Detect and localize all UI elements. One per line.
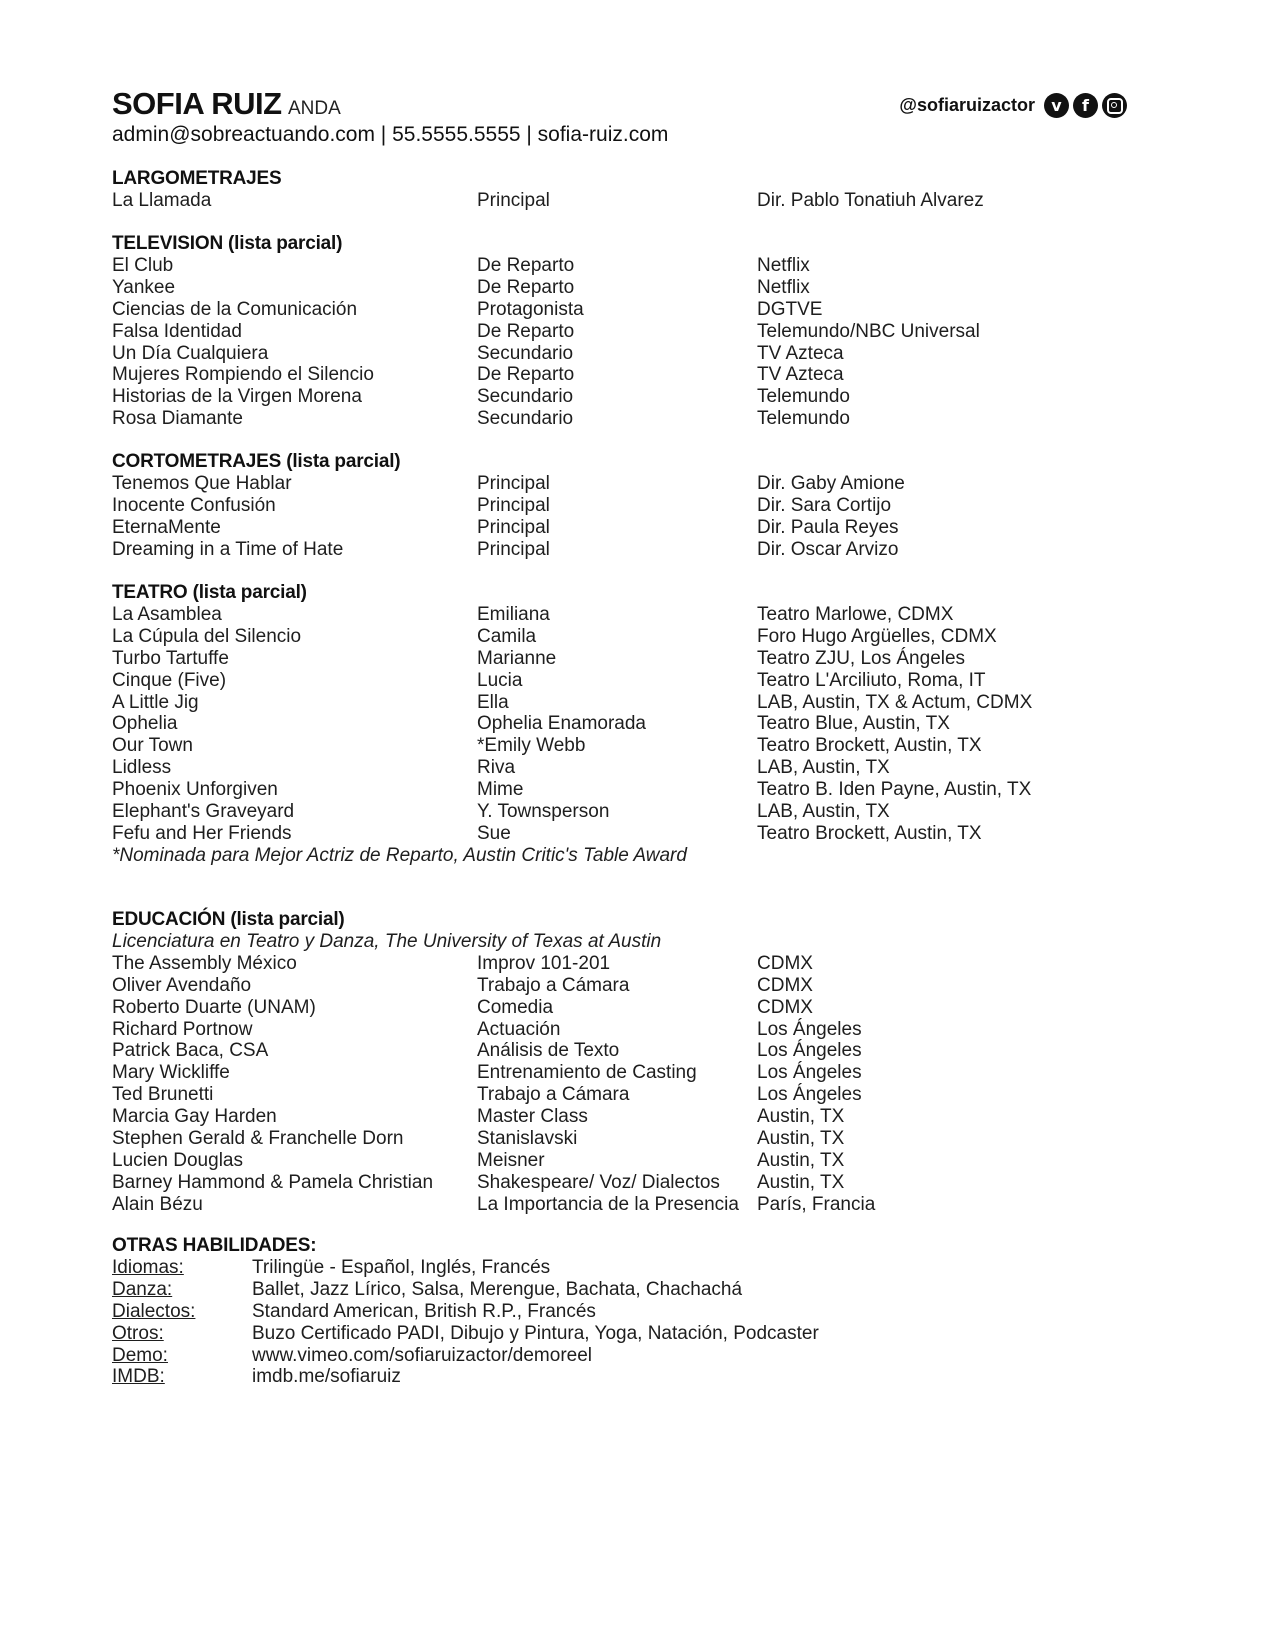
credit-venue: TV Azteca: [757, 342, 844, 364]
contact-line: admin@sobreactuando.com | 55.5555.5555 | sofia-ruiz.com: [112, 123, 669, 146]
table-row: [112, 713, 1112, 735]
skill-value: Standard American, British R.P., Francés: [252, 1300, 596, 1322]
credit-venue: Los Ángeles: [757, 1062, 862, 1084]
credit-venue: Austin, TX: [757, 1171, 845, 1193]
credit-role: Protagonista: [477, 298, 584, 320]
credit-role: Principal: [477, 538, 550, 560]
credit-role: Y. Townsperson: [477, 801, 610, 823]
credit-title: Mujeres Rompiendo el Silencio: [112, 364, 374, 386]
table-row: [112, 997, 1112, 1019]
credit-role: Mime: [477, 779, 524, 801]
table-row: [112, 823, 1112, 845]
credit-venue: Teatro Brockett, Austin, TX: [757, 822, 982, 844]
credit-role: Secundario: [477, 342, 574, 364]
credit-role: Entrenamiento de Casting: [477, 1062, 697, 1084]
section-habilidades: [112, 1235, 1112, 1388]
section-educacion: [112, 909, 1112, 1216]
resume-header-name: [112, 86, 341, 122]
credit-venue: Austin, TX: [757, 1149, 845, 1171]
credit-role: Trabajo a Cámara: [477, 1084, 630, 1106]
credit-title: Turbo Tartuffe: [112, 647, 229, 669]
credit-role: Principal: [477, 473, 550, 494]
table-row: [112, 1062, 1112, 1084]
credit-role: Shakespeare/ Voz/ Dialectos: [477, 1171, 720, 1193]
table-row: [112, 975, 1112, 997]
credit-role: Meisner: [477, 1149, 545, 1171]
table-row: [112, 626, 1112, 648]
credit-venue: Los Ángeles: [757, 1084, 862, 1106]
table-row: [112, 1084, 1112, 1106]
credit-role: Sue: [477, 822, 511, 844]
credit-venue: CDMX: [757, 996, 813, 1018]
table-row: [112, 692, 1112, 714]
credit-role: La Importancia de la Presencia: [477, 1193, 739, 1215]
credit-venue: Teatro Brockett, Austin, TX: [757, 735, 982, 757]
table-row: [112, 190, 1112, 212]
credit-role: Master Class: [477, 1106, 588, 1128]
table-row: [112, 408, 1112, 430]
skill-label: Otros:: [112, 1322, 164, 1344]
credit-venue: LAB, Austin, TX: [757, 757, 890, 779]
credit-title: EternaMente: [112, 516, 221, 538]
skill-label: Demo:: [112, 1344, 168, 1366]
section-title: EDUCACIÓN (lista parcial): [112, 909, 345, 930]
credit-title: Stephen Gerald & Franchelle Dorn: [112, 1128, 404, 1150]
credit-venue: Netflix: [757, 255, 810, 276]
credit-venue: Dir. Gaby Amione: [757, 473, 905, 494]
section-cortometrajes: [112, 451, 1112, 561]
credit-title: Our Town: [112, 735, 193, 757]
credit-title: Elephant's Graveyard: [112, 801, 295, 823]
credit-venue: Telemundo: [757, 386, 850, 408]
credit-role: Secundario: [477, 386, 574, 408]
section-title: TELEVISION (lista parcial): [112, 233, 343, 254]
table-row: [112, 299, 1112, 321]
credit-title: Yankee: [112, 276, 176, 298]
section-teatro: [112, 582, 1112, 867]
credit-role: Lucia: [477, 669, 523, 691]
skill-value: Ballet, Jazz Lírico, Salsa, Merengue, Bachata, Chachachá: [252, 1278, 743, 1300]
credit-venue: Teatro Marlowe, CDMX: [757, 604, 954, 625]
credit-role: De Reparto: [477, 320, 575, 342]
table-row: [112, 670, 1112, 692]
table-row: [112, 953, 1112, 975]
instagram-glyph: [1107, 98, 1123, 114]
credit-role: De Reparto: [477, 364, 575, 386]
credit-venue: Dir. Oscar Arvizo: [757, 538, 899, 560]
table-row: [112, 364, 1112, 386]
credit-title: Oliver Avendaño: [112, 974, 252, 996]
credit-venue: Dir. Paula Reyes: [757, 516, 899, 538]
credit-venue: Telemundo: [757, 408, 850, 430]
credit-venue: CDMX: [757, 952, 813, 974]
credit-title: Inocente Confusión: [112, 494, 276, 516]
credit-title: Mary Wickliffe: [112, 1062, 230, 1084]
instagram-icon[interactable]: [1102, 93, 1127, 118]
table-row: [112, 539, 1112, 561]
credit-title: A Little Jig: [112, 691, 199, 713]
skill-row: [112, 1301, 1112, 1323]
skill-row: [112, 1323, 1112, 1345]
skill-row: [112, 1345, 1112, 1367]
credit-venue: Teatro B. Iden Payne, Austin, TX: [757, 779, 1032, 801]
skill-value: imdb.me/sofiaruiz: [252, 1366, 401, 1388]
vimeo-glyph: v: [1051, 96, 1062, 115]
credit-role: Camila: [477, 625, 537, 647]
credit-role: Comedia: [477, 996, 554, 1018]
table-row: [112, 648, 1112, 670]
degree-line: Licenciatura en Teatro y Danza, The University of Texas at Austin: [112, 931, 662, 952]
credit-venue: Los Ángeles: [757, 1040, 862, 1062]
skill-label: Dialectos:: [112, 1300, 196, 1322]
credit-title: Phoenix Unforgiven: [112, 779, 278, 801]
table-row: [112, 735, 1112, 757]
table-row: [112, 1194, 1112, 1216]
section-title: TEATRO (lista parcial): [112, 582, 307, 603]
credit-title: Un Día Cualquiera: [112, 342, 269, 364]
credit-title: La Llamada: [112, 190, 212, 211]
table-row: [112, 255, 1112, 277]
credit-title: Historias de la Virgen Morena: [112, 386, 362, 408]
table-row: [112, 343, 1112, 365]
teatro-nomination-note: *Nominada para Mejor Actriz de Reparto, Austin Critic's Table Award: [112, 844, 687, 866]
credit-title: Cinque (Five): [112, 669, 227, 691]
credit-title: Marcia Gay Harden: [112, 1106, 277, 1128]
credit-title: Lidless: [112, 757, 172, 779]
credit-venue: Netflix: [757, 276, 810, 298]
social-handle: @sofiaruizactor: [899, 95, 1035, 115]
table-row: [112, 1128, 1112, 1150]
facebook-glyph: f: [1082, 96, 1089, 115]
credit-title: Patrick Baca, CSA: [112, 1040, 269, 1062]
credit-venue: Teatro Blue, Austin, TX: [757, 713, 950, 735]
section-largometrajes: [112, 168, 1112, 212]
credit-role: Trabajo a Cámara: [477, 974, 630, 996]
skill-label: Danza:: [112, 1278, 173, 1300]
credit-title: Ciencias de la Comunicación: [112, 298, 358, 320]
credit-venue: Teatro ZJU, Los Ángeles: [757, 647, 966, 669]
credit-role: Análisis de Texto: [477, 1040, 620, 1062]
section-title: OTRAS HABILIDADES:: [112, 1235, 317, 1256]
credit-venue: TV Azteca: [757, 364, 844, 386]
credit-venue: París, Francia: [757, 1193, 876, 1215]
credit-title: Rosa Diamante: [112, 408, 243, 430]
credit-title: Falsa Identidad: [112, 320, 242, 342]
table-row: [112, 321, 1112, 343]
skill-value: Trilingüe - Español, Inglés, Francés: [252, 1257, 551, 1278]
credit-title: Roberto Duarte (UNAM): [112, 996, 316, 1018]
facebook-icon[interactable]: [1073, 93, 1098, 118]
skill-label: Idiomas:: [112, 1257, 184, 1278]
credit-role: Secundario: [477, 408, 574, 430]
credit-venue: CDMX: [757, 974, 813, 996]
union-affiliation: ANDA: [287, 98, 341, 119]
credit-role: Marianne: [477, 647, 557, 669]
table-row: [112, 779, 1112, 801]
credit-title: Barney Hammond & Pamela Christian: [112, 1171, 434, 1193]
credit-role: Actuación: [477, 1018, 561, 1040]
credit-role: Improv 101-201: [477, 952, 611, 974]
credit-venue: Dir. Pablo Tonatiuh Alvarez: [757, 190, 984, 211]
table-row: [112, 1019, 1112, 1041]
credit-venue: Telemundo/NBC Universal: [757, 320, 980, 342]
skill-row: [112, 1279, 1112, 1301]
table-row: [112, 473, 1112, 495]
credit-role: Stanislavski: [477, 1128, 578, 1150]
credit-role: De Reparto: [477, 255, 575, 276]
credit-venue: Teatro L'Arciliuto, Roma, IT: [757, 669, 986, 691]
credit-title: Dreaming in a Time of Hate: [112, 538, 344, 560]
section-television: [112, 233, 1112, 430]
actor-name: SOFIA RUIZ: [112, 86, 282, 121]
credit-role: De Reparto: [477, 276, 575, 298]
credit-role: Principal: [477, 494, 550, 516]
credit-venue: Dir. Sara Cortijo: [757, 494, 892, 516]
credit-role: *Emily Webb: [477, 735, 586, 757]
credit-venue: LAB, Austin, TX & Actum, CDMX: [757, 691, 1033, 713]
table-row: [112, 757, 1112, 779]
credit-title: Ted Brunetti: [112, 1084, 214, 1106]
credit-title: Tenemos Que Hablar: [112, 473, 292, 494]
table-row: [112, 1106, 1112, 1128]
table-row: [112, 1172, 1112, 1194]
skill-value: www.vimeo.com/sofiaruizactor/demoreel: [252, 1344, 593, 1366]
credit-title: La Cúpula del Silencio: [112, 625, 302, 647]
table-row: [112, 277, 1112, 299]
credit-role: Riva: [477, 757, 516, 779]
credit-title: Alain Bézu: [112, 1193, 203, 1215]
table-row: [112, 604, 1112, 626]
credit-venue: DGTVE: [757, 298, 823, 320]
table-row: [112, 1150, 1112, 1172]
credit-role: Ophelia Enamorada: [477, 713, 646, 735]
credit-title: Ophelia: [112, 713, 178, 735]
credit-role: Principal: [477, 516, 550, 538]
table-row: [112, 801, 1112, 823]
credit-title: La Asamblea: [112, 604, 222, 625]
vimeo-icon[interactable]: [1044, 93, 1069, 118]
credit-venue: Foro Hugo Argüelles, CDMX: [757, 625, 997, 647]
credit-title: Richard Portnow: [112, 1018, 253, 1040]
skill-value: Buzo Certificado PADI, Dibujo y Pintura, Yoga, Natación, Podcaster: [252, 1322, 819, 1344]
table-row: [112, 1040, 1112, 1062]
skill-label: IMDB:: [112, 1366, 165, 1388]
table-row: [112, 386, 1112, 408]
credit-title: El Club: [112, 255, 174, 276]
credit-venue: LAB, Austin, TX: [757, 801, 890, 823]
social-links: [899, 93, 1127, 118]
section-title: CORTOMETRAJES (lista parcial): [112, 451, 401, 472]
credit-role: Ella: [477, 691, 509, 713]
credit-role: Principal: [477, 190, 550, 211]
credit-venue: Austin, TX: [757, 1128, 845, 1150]
table-row: [112, 495, 1112, 517]
credit-venue: Los Ángeles: [757, 1018, 862, 1040]
table-row: [112, 517, 1112, 539]
skill-row: [112, 1366, 1112, 1388]
section-title: LARGOMETRAJES: [112, 168, 282, 189]
skill-row: [112, 1257, 1112, 1279]
credit-title: The Assembly México: [112, 952, 297, 974]
credit-title: Fefu and Her Friends: [112, 822, 292, 844]
credit-title: Lucien Douglas: [112, 1149, 243, 1171]
credit-venue: Austin, TX: [757, 1106, 845, 1128]
credit-role: Emiliana: [477, 604, 550, 625]
